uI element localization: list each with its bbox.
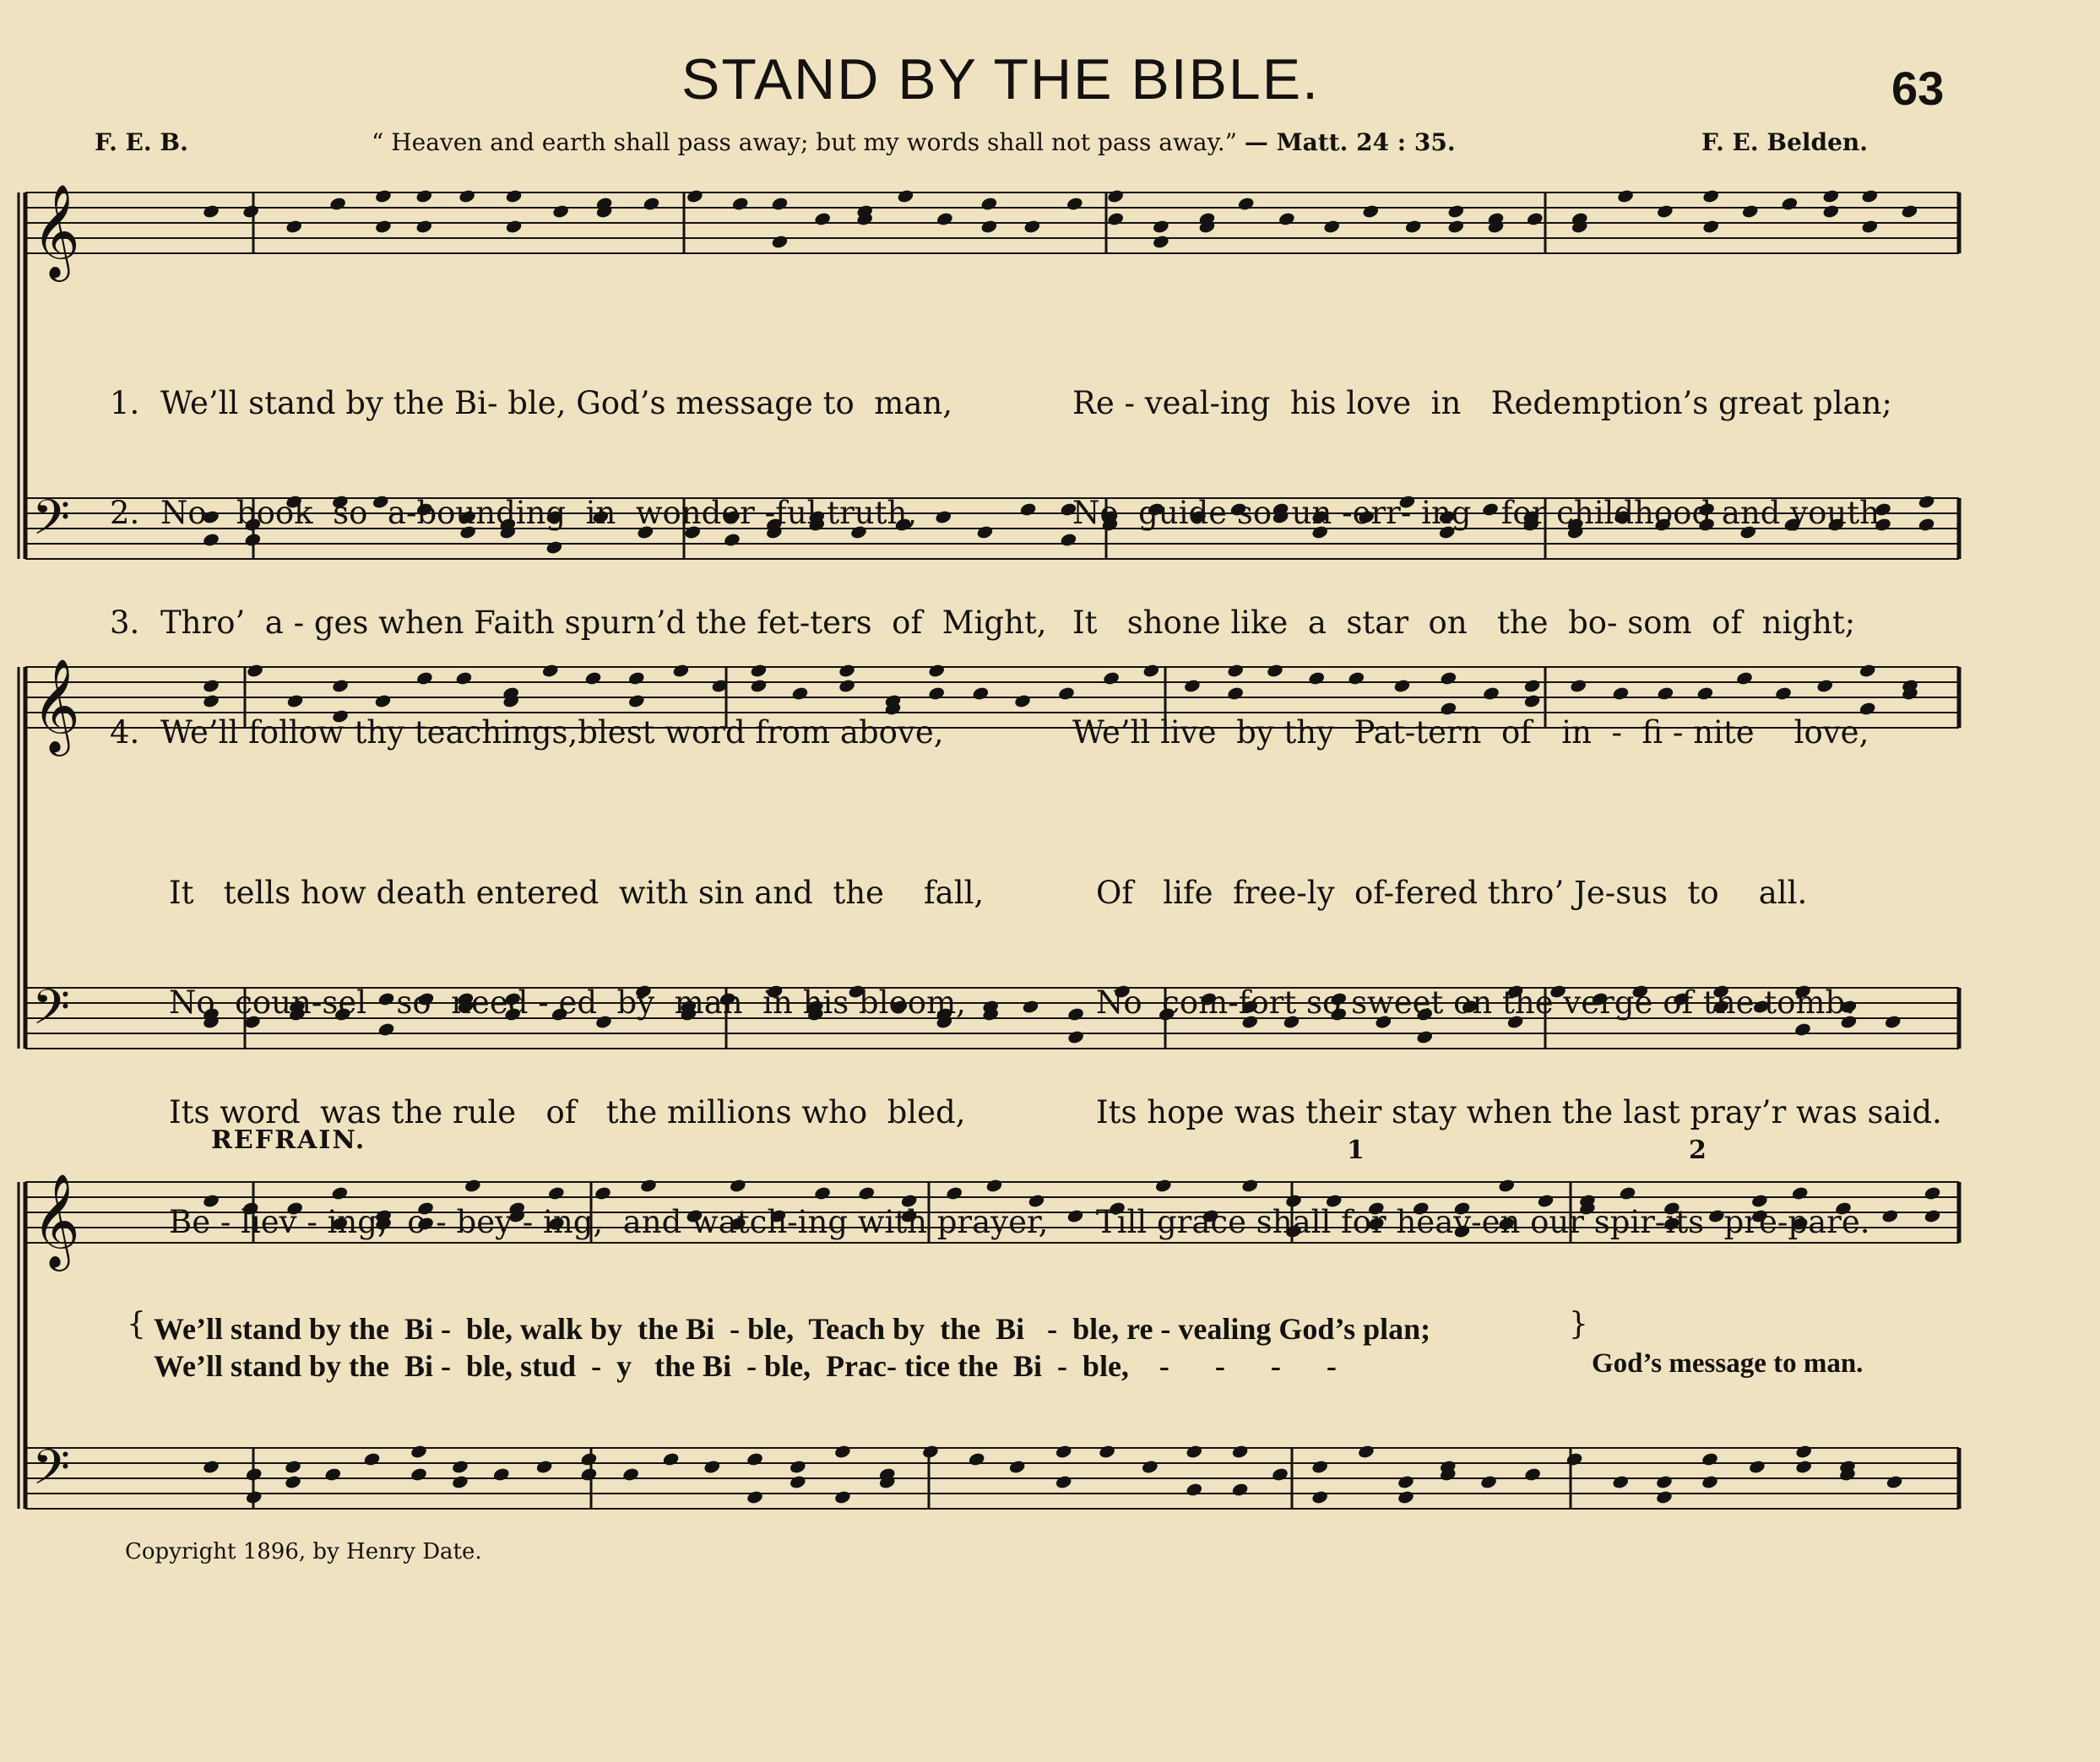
note-head xyxy=(505,188,523,203)
note-head xyxy=(980,219,998,234)
note-head xyxy=(285,219,303,234)
note-head xyxy=(686,188,703,203)
note-head xyxy=(1098,1444,1115,1459)
note-head xyxy=(1822,188,1840,203)
note-head xyxy=(1918,494,1935,509)
lyric-line xyxy=(169,984,1942,1022)
lyric-text: Its word was the rule of the millions who bled, xyxy=(169,1094,966,1130)
note-head xyxy=(1741,203,1759,219)
lyric-line xyxy=(110,605,1892,642)
note-head xyxy=(415,188,433,203)
note-head xyxy=(1310,1459,1328,1474)
note-head xyxy=(921,1444,939,1459)
first-ending-label: 1 xyxy=(1347,1136,1365,1165)
note-head xyxy=(1918,517,1935,532)
note-head xyxy=(1231,1444,1249,1459)
note-head xyxy=(1141,1459,1159,1474)
note-head xyxy=(936,211,953,226)
note-head xyxy=(771,234,789,249)
lyric-text: It shone like a star on the bo- som of night; xyxy=(1072,605,1856,641)
lyric-text: Its hope was their stay when the last pray’r was said. xyxy=(1096,1094,1942,1130)
lyric-line xyxy=(110,495,1892,532)
verse-lyrics-part1 xyxy=(110,312,1892,824)
note-head xyxy=(771,196,789,211)
lyric-text: Re - veal-ing his love in Redemption’s great plan; xyxy=(1072,385,1892,421)
verse-number: 4. xyxy=(110,714,140,751)
note-head xyxy=(833,1489,851,1504)
note-head xyxy=(1152,219,1169,234)
refrain-ending-2-lyric: God’s message to man. xyxy=(1592,1348,1864,1379)
verse-number: 1. xyxy=(110,385,140,421)
lyric-text: No com-fort so sweet on the verge of the tomb. xyxy=(1096,984,1855,1021)
note-head xyxy=(1186,1482,1203,1497)
lyric-text: It tells how death entered with sin and the fall, xyxy=(169,875,985,911)
lyric-text: We’ll follow thy teachings,blest word from above, xyxy=(160,714,944,751)
lyric-line xyxy=(110,385,1892,422)
note-head xyxy=(980,196,998,211)
note-head xyxy=(1357,1444,1375,1459)
page-number: 63 xyxy=(1891,62,1945,115)
note-head xyxy=(1656,203,1674,219)
note-head xyxy=(374,188,392,203)
note-head xyxy=(451,1459,469,1474)
note-head xyxy=(245,1467,263,1482)
note-head xyxy=(374,219,392,234)
note-head xyxy=(789,1474,806,1489)
note-head xyxy=(1447,203,1465,219)
note-head xyxy=(1186,1444,1203,1459)
copyright-notice: Copyright 1896, by Henry Date. xyxy=(125,1539,482,1564)
note-head xyxy=(1397,1489,1414,1504)
note-head xyxy=(202,203,220,219)
note-head xyxy=(1055,1444,1072,1459)
lyric-text: We’ll live by thy Pat-tern of in - fi - nite love, xyxy=(1072,714,1869,751)
note-head xyxy=(284,1474,301,1489)
note-head xyxy=(1701,1451,1718,1467)
refrain-label: REFRAIN. xyxy=(211,1125,366,1155)
note-head xyxy=(1566,1451,1583,1467)
note-head xyxy=(328,196,346,211)
note-head xyxy=(1701,1474,1718,1489)
note-head xyxy=(580,1451,598,1467)
note-head xyxy=(833,1444,851,1459)
brace-left: { xyxy=(127,1307,146,1342)
note-head xyxy=(1404,219,1422,234)
verse-lyrics-part2 xyxy=(169,802,1942,1314)
note-head xyxy=(968,1451,985,1467)
note-head xyxy=(1523,1467,1541,1482)
second-ending-label: 2 xyxy=(1689,1136,1707,1165)
treble-clef: 𝄞 xyxy=(32,183,80,278)
note-head xyxy=(1107,188,1125,203)
note-head xyxy=(1655,1489,1673,1504)
note-head xyxy=(746,1489,763,1504)
note-head xyxy=(535,1459,553,1474)
note-head xyxy=(1795,1444,1813,1459)
scripture-reference: — Matt. 24 : 35. xyxy=(1244,128,1456,156)
note-head xyxy=(1023,219,1041,234)
note-head xyxy=(1362,203,1380,219)
page-title: STAND BY THE BIBLE. xyxy=(681,47,1321,111)
lyric-text: No coun-sel so need - ed by man in his bloom, xyxy=(169,984,966,1021)
note-head xyxy=(1612,1474,1630,1489)
note-head xyxy=(1526,211,1544,226)
note-head xyxy=(1861,188,1879,203)
note-head xyxy=(1152,234,1169,249)
note-head xyxy=(202,1459,220,1474)
lyric-text: No book so a-bounding in wonder -ful truth, xyxy=(160,495,918,531)
note-head xyxy=(324,1467,342,1482)
note-head xyxy=(415,219,433,234)
note-head xyxy=(1055,1474,1072,1489)
note-head xyxy=(1231,1482,1249,1497)
lyric-line xyxy=(169,1204,1942,1241)
treble-clef: 𝄞 xyxy=(32,658,80,752)
treble-clef: 𝄞 xyxy=(32,1173,80,1267)
note-head xyxy=(1701,219,1719,234)
note-head xyxy=(1822,203,1840,219)
note-head xyxy=(241,203,259,219)
note-head xyxy=(1655,1474,1673,1489)
note-head xyxy=(897,188,914,203)
note-head xyxy=(551,203,569,219)
note-head xyxy=(789,1459,806,1474)
lyric-text: Of life free-ly of-fered thro’ Je-sus to all. xyxy=(1096,875,1808,911)
lyric-text: Thro’ a - ges when Faith spurn’d the fet-ters of Might, xyxy=(160,605,1047,641)
note-head xyxy=(1861,219,1879,234)
note-head xyxy=(1901,203,1918,219)
note-head xyxy=(1616,188,1634,203)
note-head xyxy=(621,1467,639,1482)
note-head xyxy=(1397,1474,1414,1489)
note-head xyxy=(451,1474,469,1489)
note-head xyxy=(703,1459,721,1474)
bass-clef: 𝄢 xyxy=(32,489,71,558)
note-head xyxy=(1008,1459,1026,1474)
lyric-line xyxy=(110,714,1892,751)
note-head xyxy=(410,1444,427,1459)
note-head xyxy=(1107,211,1125,226)
composer-credit: F. E. Belden. xyxy=(1701,128,1869,156)
note-head xyxy=(1748,1459,1766,1474)
refrain-line-2: We’ll stand by the Bi - ble, stud - y the Bi - ble, Prac- tice the Bi - ble, - - - - xyxy=(154,1349,1337,1383)
note-head xyxy=(505,219,523,234)
note-head xyxy=(1795,1459,1813,1474)
note-head xyxy=(746,1451,763,1467)
brace-right: } xyxy=(1569,1307,1588,1342)
note-head xyxy=(662,1451,680,1467)
note-head xyxy=(813,211,831,226)
verse-number: 2. xyxy=(110,495,140,531)
lyric-text: No guide so un -err- ing for childhood and youth, xyxy=(1072,495,1890,531)
bass-clef: 𝄢 xyxy=(32,1439,71,1508)
verse-number: 3. xyxy=(110,605,140,641)
note-head xyxy=(643,196,660,211)
note-head xyxy=(1310,1489,1328,1504)
note-head xyxy=(1066,196,1083,211)
note-head xyxy=(410,1467,427,1482)
lyric-text: Be - liev - ing, o - bey - ing, and watch-ing with prayer, xyxy=(169,1204,1049,1240)
note-head xyxy=(1323,219,1341,234)
note-head xyxy=(363,1451,381,1467)
lyricist-credit: F. E. B. xyxy=(95,128,188,156)
note-head xyxy=(1479,1474,1497,1489)
note-head xyxy=(1237,196,1255,211)
note-head xyxy=(1886,1474,1903,1489)
note-head xyxy=(1781,196,1799,211)
note-head xyxy=(1271,1467,1289,1482)
note-head xyxy=(1447,219,1465,234)
note-head xyxy=(492,1467,510,1482)
lyric-line xyxy=(169,875,1942,912)
bass-clef: 𝄢 xyxy=(32,979,71,1048)
scripture-text: “ Heaven and earth shall pass away; but my words shall not pass away.” xyxy=(372,128,1237,156)
lyric-line xyxy=(169,1094,1942,1131)
lyric-text: We’ll stand by the Bi- ble, God’s message to man, xyxy=(160,385,953,421)
refrain-line-1: We’ll stand by the Bi - ble, walk by the Bi - ble, Teach by the Bi - ble, re - vealing God’s plan; xyxy=(154,1312,1431,1346)
note-head xyxy=(580,1467,598,1482)
lyric-text: Till grace shall for heav-en our spir-its pre-pare. xyxy=(1096,1204,1870,1240)
note-head xyxy=(245,1489,263,1504)
note-head xyxy=(731,196,749,211)
note-head xyxy=(1701,188,1719,203)
note-head xyxy=(284,1459,301,1474)
note-head xyxy=(1278,211,1295,226)
note-head xyxy=(458,188,475,203)
